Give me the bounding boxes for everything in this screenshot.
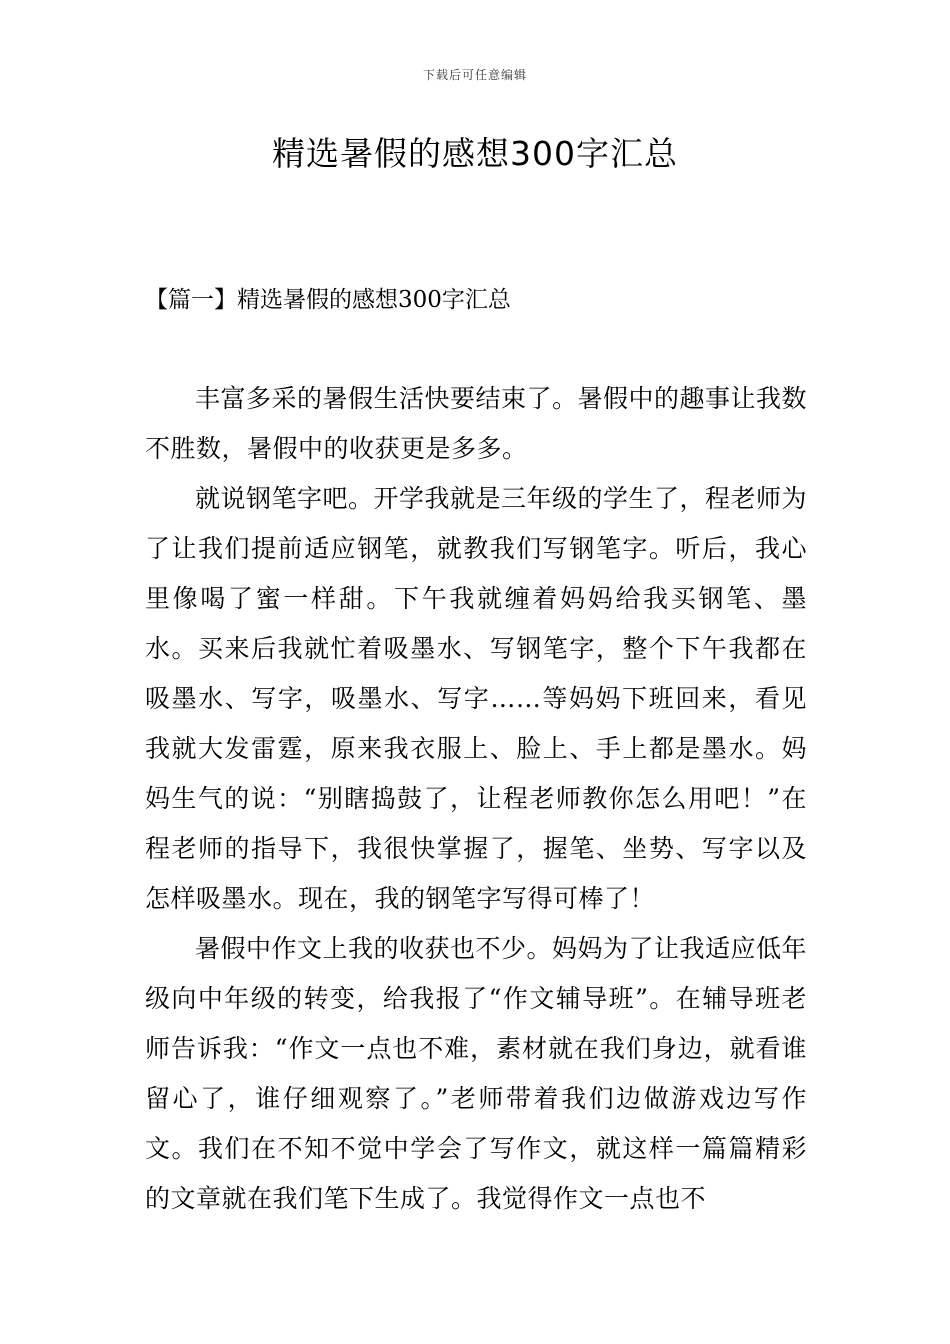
section-heading: 【篇一】精选暑假的感想300字汇总 <box>145 287 511 313</box>
header-note: 下载后可任意编辑 <box>422 68 527 82</box>
paragraph-3: 暑假中作文上我的收获也不少。妈妈为了让我适应低年级向中年级的转变，给我报了“作文辅导班”。在辅导班老师告诉我：“作文一点也不难，素材就在我们身边，就看谁留心了，谁仔细观察了。”老师带着我们边做游戏边写作文。我们在不知不觉中学会了写作文，就这样一篇篇精彩的文章就在我们笔下生成了。我觉得作文一点也不 <box>145 934 808 1213</box>
document-body <box>145 374 807 1224</box>
paragraph-2: 就说钢笔字吧。开学我就是三年级的学生了，程老师为了让我们提前适应钢笔，就教我们写钢笔字。听后，我心里像喝了蜜一样甜。下午我就缠着妈妈给我买钢笔、墨水。买来后我就忙着吸墨水、写钢笔字，整个下午我都在吸墨水、写字，吸墨水、写字……等妈妈下班回来，看见我就大发雷霆，原来我衣服上、脸上、手上都是墨水。妈妈生气的说：“别瞎捣鼓了，让程老师教你怎么用吧！”在程老师的指导下，我很快掌握了，握笔、坐势、写字以及怎样吸墨水。现在，我的钢笔字写得可棒了！ <box>145 484 808 913</box>
paragraph-1: 丰富多采的暑假生活快要结束了。暑假中的趣事让我数不胜数，暑假中的收获更是多多。 <box>145 384 808 463</box>
document-title: 精选暑假的感想300字汇总 <box>272 134 678 173</box>
